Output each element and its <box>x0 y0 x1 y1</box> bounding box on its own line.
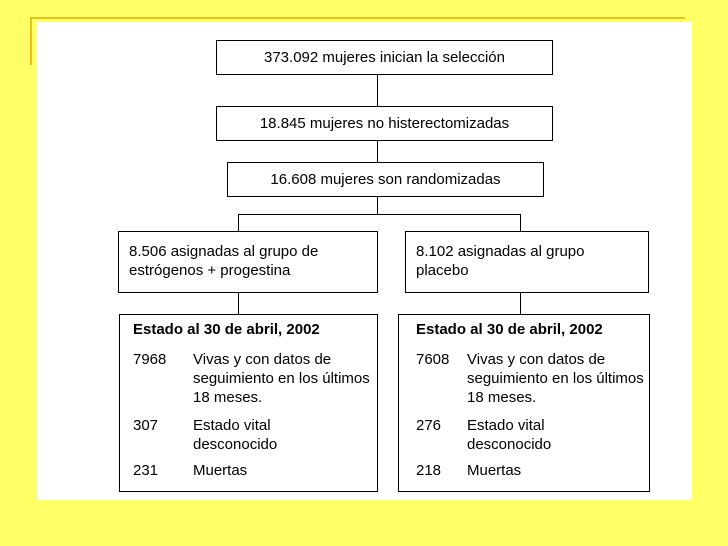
treatment-status-title: Estado al 30 de abril, 2002 <box>133 321 320 338</box>
slide-top-rule <box>30 17 685 19</box>
treatment-status-box <box>119 314 378 492</box>
status-count: 307 <box>133 417 159 434</box>
non-hysterectomized-text: 18.845 mujeres no histerectomizadas <box>259 115 510 132</box>
initial-selection-box <box>216 40 553 75</box>
initial-selection-text: 373.092 mujeres inician la selección <box>264 49 505 66</box>
connector-3 <box>377 197 378 214</box>
randomized-box <box>227 162 544 197</box>
status-label: Vivas y con datos de seguimiento en los últimos 18 meses. <box>193 351 370 406</box>
connector-2 <box>377 141 378 162</box>
placebo-group-box <box>405 231 649 293</box>
connector-left-status <box>238 293 239 314</box>
status-count: 231 <box>133 462 159 479</box>
connector-1 <box>377 75 378 106</box>
status-label: Vivas y con datos de seguimiento en los últimos 18 meses. <box>467 351 644 406</box>
status-count: 7968 <box>133 351 167 368</box>
status-count: 218 <box>416 462 442 479</box>
treatment-group-box <box>118 231 378 293</box>
treatment-group-text: 8.506 asignadas al grupo de estrógenos + progestina <box>129 243 319 279</box>
split-connector <box>238 214 520 215</box>
status-count: 7608 <box>416 351 450 368</box>
status-label: Muertas <box>467 462 522 479</box>
status-count: 276 <box>416 417 442 434</box>
randomized-text: 16.608 mujeres son randomizadas <box>270 171 501 188</box>
placebo-status-title: Estado al 30 de abril, 2002 <box>416 321 603 338</box>
split-left-drop <box>238 214 239 231</box>
status-label: Muertas <box>193 462 248 479</box>
connector-right-status <box>520 293 521 314</box>
placebo-status-box <box>398 314 650 492</box>
status-label: Estado vital desconocido <box>467 417 552 453</box>
placebo-group-text: 8.102 asignadas al grupo placebo <box>416 243 585 279</box>
slide-left-rule <box>30 17 32 65</box>
status-label: Estado vital desconocido <box>193 417 278 453</box>
non-hysterectomized-box <box>216 106 553 141</box>
split-right-drop <box>520 214 521 231</box>
